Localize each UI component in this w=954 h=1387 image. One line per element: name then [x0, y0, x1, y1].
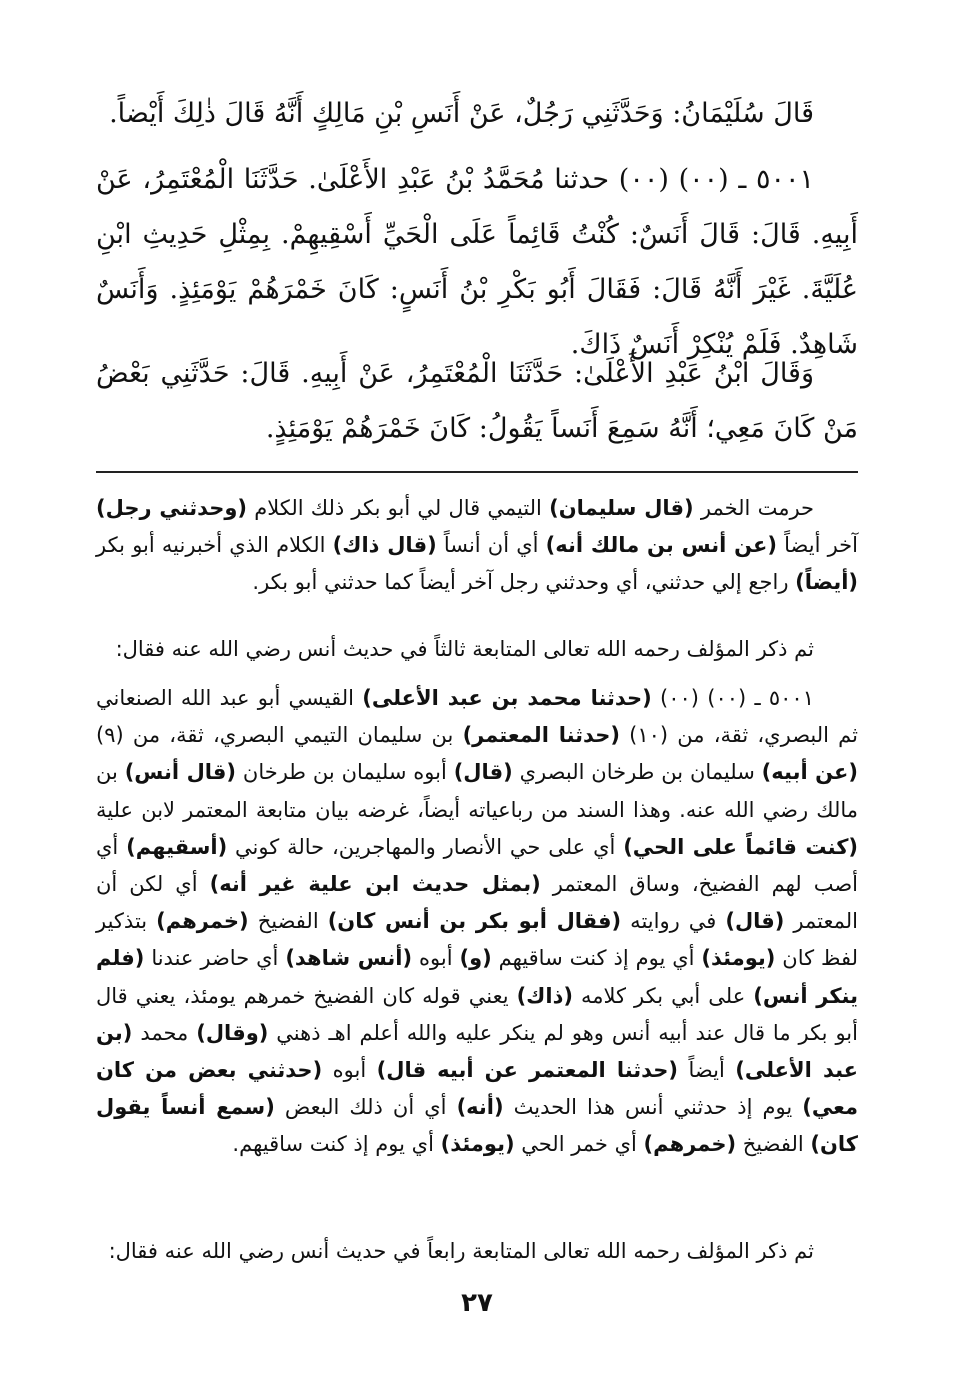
- sharh-paragraph-4: [96, 1233, 858, 1270]
- quoted-phrase: (حدثني بعض من كان معي): [96, 1058, 858, 1120]
- quoted-phrase: (كنت قائماً على الحي): [623, 834, 858, 859]
- commentary-text: يعني قوله كان الفضيخ خمرهم يومئذ، يعني قال أبو بكر ما قال عند أبيه أنس وهو لم ينكر عليه والله أعلم اهـ ذهني: [96, 983, 858, 1045]
- commentary-text: راجع إلي حدثني، أي وحدثني رجل آخر أيضاً كما حدثني أبو بكر.: [252, 570, 796, 595]
- quoted-phrase: (قال ذاك): [332, 533, 437, 558]
- commentary-text: أي يوم إذ كنت ساقيهم: [491, 946, 702, 971]
- commentary-text: الفضيخ: [736, 1132, 811, 1157]
- quoted-phrase: (قال أنس): [124, 760, 237, 785]
- quoted-phrase: (أيضاً): [795, 570, 858, 595]
- quoted-phrase: (فلم ينكر أنس): [96, 946, 859, 1008]
- commentary-text: التيمي قال لي أبو بكر ذلك الكلام: [247, 496, 550, 520]
- commentary-text: سليمان بن طرخان البصري: [512, 760, 762, 785]
- commentary-text: أبوه سليمان بن طرخان: [236, 760, 454, 785]
- quoted-phrase: (قال): [725, 909, 785, 934]
- commentary-text: القيسي أبو عبد الله الصنعاني ثم البصري، ثقة، من (١٠): [96, 686, 858, 748]
- commentary-text: محمد: [132, 1020, 197, 1045]
- quoted-phrase: (خمرهم): [643, 1132, 737, 1157]
- quoted-phrase: (يومئذ): [701, 946, 776, 971]
- commentary-text: الفضيخ: [248, 909, 328, 934]
- commentary-text: أي أن ذلك البعض: [274, 1095, 457, 1120]
- commentary-text: أبوه: [322, 1058, 377, 1083]
- quoted-phrase: (حدثنا المعتمر عن أبيه قال): [376, 1058, 679, 1083]
- quoted-phrase: (أنس شاهد): [285, 946, 413, 971]
- quoted-phrase: (و): [459, 946, 492, 971]
- quoted-phrase: (بن عبد الأعلى): [96, 1020, 858, 1083]
- commentary-text: أي على حي الأنصار والمهاجرين، حالة كوني: [227, 834, 624, 859]
- quoted-phrase: (يومئذ): [440, 1132, 515, 1157]
- commentary-text: أي أصب لهم الفضيخ، وساق المعتمر: [96, 834, 858, 897]
- quoted-phrase: (بمثل حديث ابن علية غير أنه): [209, 872, 541, 897]
- sharh-paragraph-1: [96, 490, 858, 602]
- quoted-phrase: (وقال): [196, 1020, 269, 1045]
- matn-paragraph-3: [96, 346, 858, 456]
- sharh-text-4: ثم ذكر المؤلف رحمه الله تعالى المتابعة رابعاً في حديث أنس رضي الله عنه فقال:: [108, 1239, 814, 1263]
- commentary-text: على أبي بكر كلامه: [572, 983, 754, 1008]
- quoted-phrase: (قال): [453, 760, 513, 785]
- quoted-phrase: (ذاك): [516, 983, 573, 1008]
- commentary-text: أي أن أنساً: [436, 533, 546, 558]
- quoted-phrase: (فقال أبو بكر بن أنس كان): [327, 909, 622, 934]
- quoted-phrase: (حدثنا المعتمر): [462, 723, 620, 748]
- footnote-divider: [96, 471, 858, 473]
- page-number: ٢٧: [461, 1288, 493, 1318]
- commentary-text: يوم إذ حدثني أنس هذا الحديث: [503, 1095, 803, 1120]
- matn-text-2: ٥٠٠١ ـ (٠٠) (٠٠) حدثنا مُحَمَّدُ بْنُ عَبْدِ الأَعْلَىٰ. حَدَّثَنَا الْمُعْتَمِرُ، عَنْ أَبِيهِ. قَالَ: قَالَ أَنَسٌ: كُنْتُ قَائِماً عَلَى الْحَيِّ أَسْقِيهِمْ. بِمِثْلِ حَدِيثِ ابْنِ عُلَيَّةَ. غَيْرَ أَنَّهُ قَالَ: فَقَالَ أَبُو بَكْرِ بْنُ أَنَسٍ: كَانَ خَمْرَهُمْ يَوْمَئِذٍ. وَأَنَسٌ شَاهِدٌ. فَلَمْ يُنْكِرْ أَنَسٌ ذَاكَ.: [96, 164, 858, 360]
- sharh-text-2: ثم ذكر المؤلف رحمه الله تعالى المتابعة ثالثاً في حديث أنس رضي الله عنه فقال:: [115, 637, 814, 661]
- quoted-phrase: (خمرهم): [156, 909, 249, 934]
- sharh-text-1: [96, 490, 858, 602]
- matn-paragraph-2: [96, 152, 858, 372]
- commentary-text: بتذكير لفظ كان: [96, 909, 859, 971]
- commentary-text: أيضاً: [678, 1058, 736, 1083]
- commentary-text: بن سليمان التيمي البصري، ثقة، من (٩): [96, 723, 463, 748]
- commentary-text: بن مالك رضي الله عنه. وهذا السند من رباعياته أيضاً، غرضه بيان متابعة المعتمر لابن علية: [96, 760, 858, 822]
- quoted-phrase: (قال سليمان): [549, 496, 694, 520]
- commentary-text: أي يوم إذ كنت ساقيهم.: [232, 1132, 441, 1157]
- quoted-phrase: (حدثنا محمد بن عبد الأعلى): [362, 686, 652, 710]
- commentary-text: أي لكن أن المعتمر: [96, 872, 859, 934]
- sharh-paragraph-2: [96, 631, 858, 668]
- commentary-text: أي حاضر عندنا: [144, 946, 286, 971]
- quoted-phrase: (عن أنس بن مالك أنه): [545, 533, 777, 558]
- matn-text-3: وَقَالَ ابْنُ عَبْدِ الأَعْلَىٰ: حَدَّثَنَا الْمُعْتَمِرُ، عَنْ أَبِيهِ. قَالَ: حَدَّثَنِي بَعْضُ مَنْ كَانَ مَعِي؛ أَنَّهُ سَمِعَ أَنَساً يَقُولُ: كَانَ خَمْرَهُمْ يَوْمَئِذٍ.: [96, 358, 858, 444]
- quoted-phrase: (أسقيهم): [126, 834, 228, 859]
- sharh-text-3: [96, 680, 858, 1164]
- commentary-text: في روايته: [621, 909, 726, 934]
- commentary-text: ٥٠٠١ ـ (٠٠) (٠٠): [651, 686, 814, 710]
- commentary-text: حرمت الخمر: [693, 496, 815, 520]
- quoted-phrase: (سمع أنساً يقول كان): [96, 1095, 858, 1157]
- commentary-text: الكلام الذي أخبرنيه أبو بكر: [96, 533, 333, 558]
- matn-text-1: قَالَ سُلَيْمَانُ: وَحَدَّثَنِي رَجُلٌ، عَنْ أَنَسِ بْنِ مَالِكٍ أَنَّهُ قَالَ ذٰلِكَ أَيْضاً.: [109, 98, 814, 129]
- sharh-paragraph-3: [96, 680, 858, 1164]
- quoted-phrase: (أنه): [456, 1095, 504, 1120]
- commentary-text: أبوه: [412, 946, 460, 971]
- commentary-text: آخر أيضاً: [776, 533, 858, 558]
- quoted-phrase: (عن أبيه): [761, 760, 859, 785]
- matn-paragraph-1: [96, 86, 858, 141]
- commentary-text: أي خمر الحي: [514, 1132, 644, 1157]
- quoted-phrase: (وحدثني رجل): [96, 496, 248, 520]
